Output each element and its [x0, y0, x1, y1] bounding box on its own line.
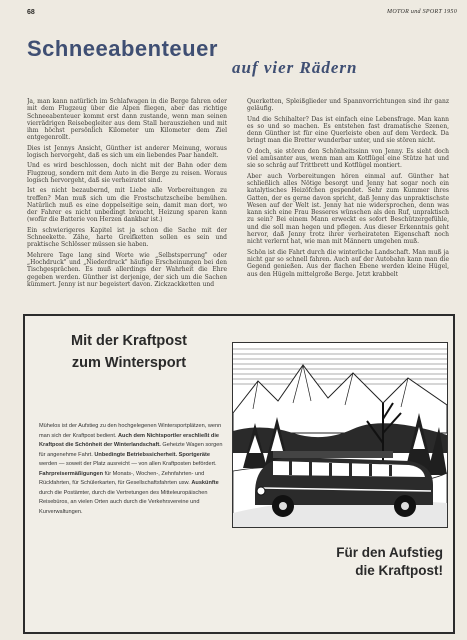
- paragraph: Und die Schihalter? Das ist einfach eine Lebensfrage. Man kann es so und so machen. Es entstehen fast dramatische Szenen, denn Günther ist für eine Querleiste oben auf dem Verdeck. Da bringt man die Bretter wunderbar unter, und sie stören nicht.: [247, 115, 449, 145]
- paragraph: Ein schwierigeres Kapitel ist ja schon die Sache mit der Schneekette. Zähe, harte Greifketten sollen es sein und praktische Schlösser müssen sie haben.: [27, 226, 227, 249]
- kraftpost-advertisement: [23, 314, 455, 634]
- ad-slogan-line: die Kraftpost!: [355, 563, 443, 578]
- magazine-masthead: MOTOR und SPORT 1950: [387, 9, 457, 15]
- ad-headline: [39, 330, 219, 374]
- ad-headline-line: zum Wintersport: [71, 355, 187, 371]
- ad-illustration-bus-in-snow: [232, 342, 448, 528]
- paragraph: O doch, sie stören den Schönheitssinn von Jenny. Es sieht doch viel amüsanter aus, wenn man am Kotflügel eine Stütze hat und sie so schräg auf Trittbrett und Kotflügel montiert.: [247, 147, 449, 170]
- paragraph: Ist es nicht bezaubernd, mit Liebe alle Vorbereitungen zu treffen? Man muß sich um die Frostschutzscheibe bemühen. Natürlich muß es eine doppelseitige sein, damit man dort, wo der Fahrer es nicht unbedingt braucht, Heizung sparen kann (wofür die Batterie von Herzen dankbar ist.): [27, 187, 227, 224]
- ad-body-text: Mühelos ist der Aufstieg zu den hochgelegenen Wintersportplätzen, wenn man sich der Kraftpost bedient. Auch dem Nichtsportler erschließt die Kraftpost die Schönheit der Winterlandschaft. Geheizte Wagen sorgen für angenehme Fahrt. Unbedingte Betriebssicherheit. Sportgeräte werden — soweit der Platz ausreicht — von allen Kraftposten befördert. Fahrpreisermäßigungen für Monats-, Wochen-, Zehnfahrten- und Rückfahrten, für Schülerkarten, für Gesellschaftsfahrten usw. Auskünfte durch die Postämter, durch die Vertretungen des Mitteleuropäischen Reisebüros, an vielen Orten auch durch die Verkehrsvereine und Kurverwaltungen.: [39, 423, 223, 515]
- ad-slogan: [233, 544, 443, 580]
- page-number: 68: [27, 9, 35, 16]
- article-column-right: [247, 98, 449, 303]
- article-column-left: [27, 98, 227, 303]
- paragraph: Ja, man kann natürlich im Schlafwagen in die Berge fahren oder mit dem Flugzeug über die Alpen fliegen, aber das richtige Schneeabenteuer kommt erst dann zustande, wenn man seinen vierrädrigen Reisebegleiter aus dem Stall herausziehen und mit ihm höchst persönlich Kilometer um Kilometer dem Ziel entgegenrollt.: [27, 98, 227, 142]
- paragraph: Schön ist die Fahrt durch die winterliche Landschaft. Man muß ja nicht gar so schnell fahren. Auch auf der Autobahn kann man die Gegend genießen. Aus der flachen Ebene werden kleine Hügel, aus den Hügeln mittelgroße Berge. Jetzt krabbelt: [247, 248, 449, 278]
- ad-slogan-line: Für den Aufstieg: [336, 545, 443, 560]
- paragraph: Dies ist Jennys Ansicht, Günther ist anderer Meinung, woraus logisch hervorgeht, daß es sich um ein liebendes Paar handelt.: [27, 144, 227, 160]
- paragraph: Und es wird beschlossen, doch nicht mit der Bahn oder dem Flugzeug, sondern mit dem Auto in die Berge zu reisen. Woraus logisch hervorgeht, daß sie verheiratet sind.: [27, 162, 227, 184]
- ad-headline-line: Mit der Kraftpost: [71, 333, 187, 349]
- paragraph: Mehrere Tage lang sind Worte wie „Selbstsperrung" oder „Hochdruck" und „Niederdruck" häufige Erscheinungen bei den Tischgesprächen. Es muß allerdings der Wahrheit die Ehre gegeben werden. Günther ist derjenige, der sich um die Sachen kümmert. Jenny ist nur begeistert davon. Zickzackketten und: [27, 251, 227, 288]
- article-title: Schneeabenteuer: [27, 36, 218, 61]
- paragraph: Querketten, Spleißglieder und Spannvorrichtungen sind ihr ganz geläufig.: [247, 98, 449, 113]
- postbus-illustration: [233, 343, 447, 527]
- paragraph: Aber auch Vorbereitungen hören einmal auf. Günther hat schließlich alles Nötige besorgt und Jenny hat sogar noch ein katalytisches Heizöfchen gespendet. Sehr zum Kummer ihres Gatten, der es gerne davon spricht, daß Jenny das unpraktischste Wesen auf der Welt ist. Jenny hat nie widersprochen, denn was kann sich eine Frau Besseres wünschen als den Ruf, unpraktisch zu sein? Bei einem Mann erweckt es sofort Beschützergefühle, und die soll man hegen und pflegen. Aus dieser Erkenntnis geht hervor, daß Jenny trotz ihrer verheirateten Eigenschaft noch nicht verlernt hat, wie man mit Männern umgehen muß.: [247, 172, 449, 246]
- article-subtitle: auf vier Rädern: [232, 58, 358, 77]
